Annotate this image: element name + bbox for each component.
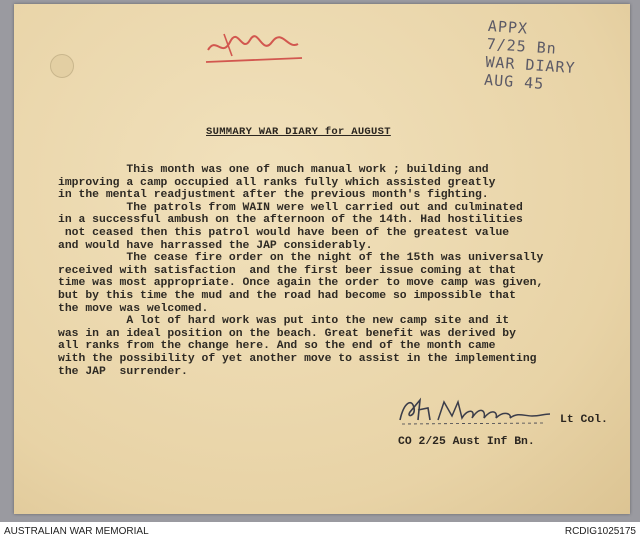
text-line: This month was one of much manual work ; building and [58, 164, 489, 176]
document-page [14, 4, 630, 514]
text-line: was in an ideal position on the beach. Great benefit was derived by [58, 327, 516, 340]
pencil-line: 7/25 Bn [486, 34, 558, 58]
text-line: in a successful ambush on the afternoon of the 14th. Had hostilities [58, 214, 523, 227]
pencil-line: WAR DIARY [484, 52, 577, 78]
text-line: The cease fire order on the night of the 15th was universally [58, 252, 544, 265]
pencil-annotation [484, 17, 579, 95]
punch-hole [50, 54, 74, 78]
pencil-line: AUG 45 [483, 70, 545, 93]
pencil-line: APPX [487, 16, 529, 38]
text-line: time was most appropriate. Once again the order to move camp was given, [58, 277, 544, 290]
document-body [58, 164, 598, 378]
text-line: received with satisfaction and the first beer issue coming at that [58, 264, 516, 277]
text-line: The patrols from WAIN were well carried out and culminated [58, 201, 523, 214]
footer-bar [0, 522, 640, 540]
red-pencil-mark [202, 28, 312, 68]
signature-rank: Lt Col. [560, 414, 608, 426]
text-line: all ranks from the change here. And so the end of the month came [58, 340, 496, 353]
text-line: but by this time the mud and the road had become so impossible that [58, 289, 516, 302]
text-line: the move was welcomed. [58, 302, 209, 315]
text-line: improving a camp occupied all ranks fully which assisted greatly [58, 176, 496, 189]
document-title: SUMMARY WAR DIARY for AUGUST [206, 126, 391, 138]
footer-source: AUSTRALIAN WAR MEMORIAL [4, 526, 149, 537]
text-line: and would have harrassed the JAP considerably. [58, 239, 373, 252]
text-line: not ceased then this patrol would have been of the greatest value [58, 226, 510, 239]
text-line: the JAP surrender. [58, 365, 188, 378]
handwritten-signature [394, 392, 554, 426]
text-line: A lot of hard work was put into the new camp site and it [58, 315, 510, 328]
footer-id: RCDIG1025175 [564, 526, 636, 537]
text-line: in the mental readjustment after the previous month's fighting. [58, 189, 489, 202]
text-line: with the possibility of yet another move to assist in the implementing [58, 352, 537, 365]
signature-title: CO 2/25 Aust Inf Bn. [398, 436, 535, 448]
